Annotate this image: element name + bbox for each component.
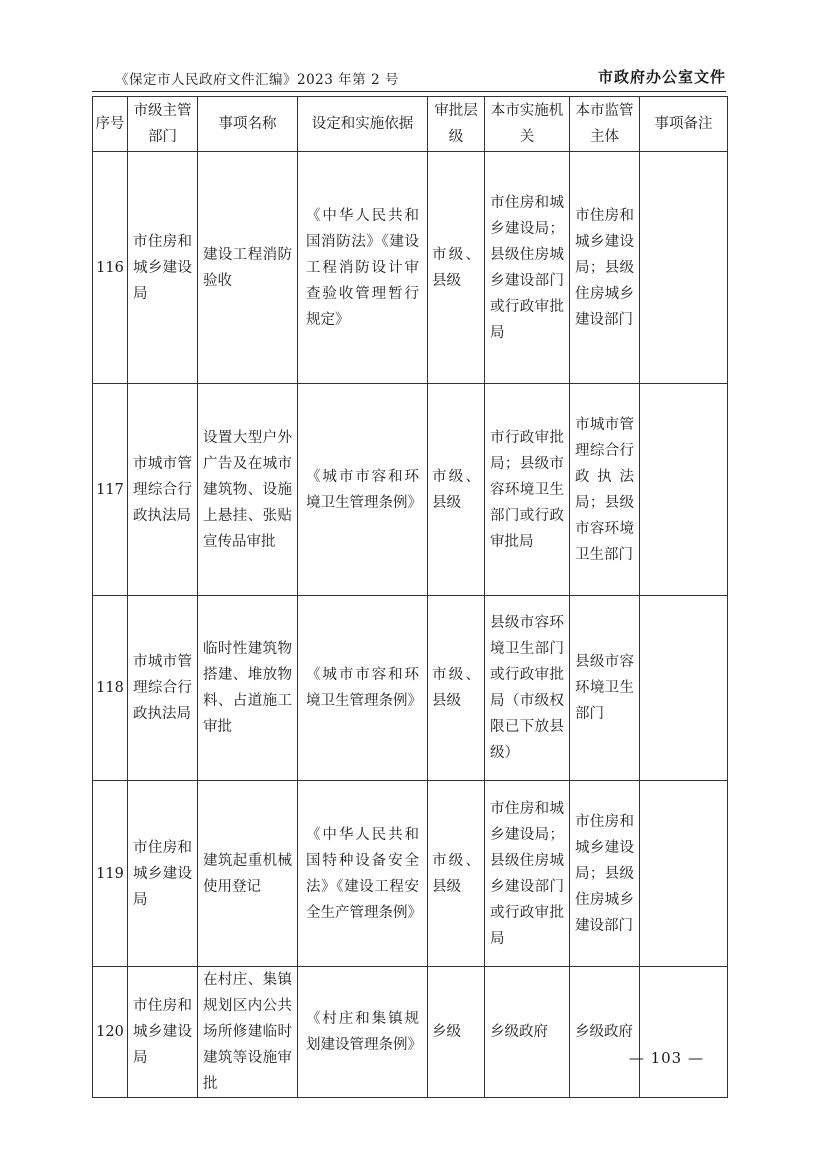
approval-items-table xyxy=(92,96,728,1098)
row-implementing-body: 市住房和城乡建设局；县级住房城乡建设部门或行政审批局 xyxy=(485,152,570,384)
row-remarks xyxy=(640,967,728,1098)
col-header-index: 序号 xyxy=(93,97,128,152)
row-department: 市住房和城乡建设局 xyxy=(128,967,198,1098)
table-row xyxy=(93,596,728,781)
row-item-name: 临时性建筑物搭建、堆放物料、占道施工审批 xyxy=(198,596,298,781)
col-header-supervising-body: 本市监管主体 xyxy=(570,97,640,152)
col-header-remarks: 事项备注 xyxy=(640,97,728,152)
row-supervising-body: 市城市管理综合行政执法局；县级市容环境卫生部门 xyxy=(570,384,640,596)
row-item-name: 建筑起重机械使用登记 xyxy=(198,781,298,967)
row-implementing-body: 市住房和城乡建设局；县级住房城乡建设部门或行政审批局 xyxy=(485,781,570,967)
row-legal-basis: 《城市市容和环境卫生管理条例》 xyxy=(298,384,428,596)
header-rule xyxy=(92,91,726,92)
row-index: 120 xyxy=(93,967,128,1098)
row-item-name: 在村庄、集镇规划区内公共场所修建临时建筑等设施审批 xyxy=(198,967,298,1098)
row-remarks xyxy=(640,596,728,781)
table-row xyxy=(93,967,728,1098)
row-implementing-body: 市行政审批局；县级市容环境卫生部门或行政审批局 xyxy=(485,384,570,596)
row-supervising-body: 县级市容环境卫生部门 xyxy=(570,596,640,781)
col-header-item-name: 事项名称 xyxy=(198,97,298,152)
row-index: 116 xyxy=(93,152,128,384)
row-approval-level: 市级、县级 xyxy=(428,152,485,384)
row-supervising-body: 市住房和城乡建设局；县级住房城乡建设部门 xyxy=(570,781,640,967)
row-department: 市住房和城乡建设局 xyxy=(128,152,198,384)
row-approval-level: 市级、县级 xyxy=(428,781,485,967)
table-row xyxy=(93,152,728,384)
row-approval-level: 市级、县级 xyxy=(428,596,485,781)
row-remarks xyxy=(640,384,728,596)
row-legal-basis: 《中华人民共和国消防法》《建设工程消防设计审查验收管理暂行规定》 xyxy=(298,152,428,384)
row-remarks xyxy=(640,152,728,384)
table-row xyxy=(93,781,728,967)
document-series-title: 《保定市人民政府文件汇编》2023 年第 2 号 xyxy=(115,72,399,88)
row-supervising-body: 乡级政府 xyxy=(570,967,640,1098)
issuer-label: 市政府办公室文件 xyxy=(597,68,726,86)
row-index: 117 xyxy=(93,384,128,596)
row-index: 118 xyxy=(93,596,128,781)
row-legal-basis: 《中华人民共和国特种设备安全法》《建设工程安全生产管理条例》 xyxy=(298,781,428,967)
row-supervising-body: 市住房和城乡建设局；县级住房城乡建设部门 xyxy=(570,152,640,384)
row-legal-basis: 《村庄和集镇规划建设管理条例》 xyxy=(298,967,428,1098)
row-index: 119 xyxy=(93,781,128,967)
row-approval-level: 乡级 xyxy=(428,967,485,1098)
col-header-legal-basis: 设定和实施依据 xyxy=(298,97,428,152)
row-item-name: 设置大型户外广告及在城市建筑物、设施上悬挂、张贴宣传品审批 xyxy=(198,384,298,596)
row-implementing-body: 县级市容环境卫生部门或行政审批局（市级权限已下放县级） xyxy=(485,596,570,781)
col-header-implementing-body: 本市实施机关 xyxy=(485,97,570,152)
page-number: — 103 — xyxy=(628,1049,704,1067)
table-header-row xyxy=(93,97,728,152)
row-department: 市城市管理综合行政执法局 xyxy=(128,596,198,781)
row-department: 市住房和城乡建设局 xyxy=(128,781,198,967)
row-implementing-body: 乡级政府 xyxy=(485,967,570,1098)
table-row xyxy=(93,384,728,596)
row-remarks xyxy=(640,781,728,967)
row-department: 市城市管理综合行政执法局 xyxy=(128,384,198,596)
col-header-department: 市级主管部门 xyxy=(128,97,198,152)
col-header-approval-level: 审批层级 xyxy=(428,97,485,152)
row-legal-basis: 《城市市容和环境卫生管理条例》 xyxy=(298,596,428,781)
row-item-name: 建设工程消防验收 xyxy=(198,152,298,384)
row-approval-level: 市级、县级 xyxy=(428,384,485,596)
